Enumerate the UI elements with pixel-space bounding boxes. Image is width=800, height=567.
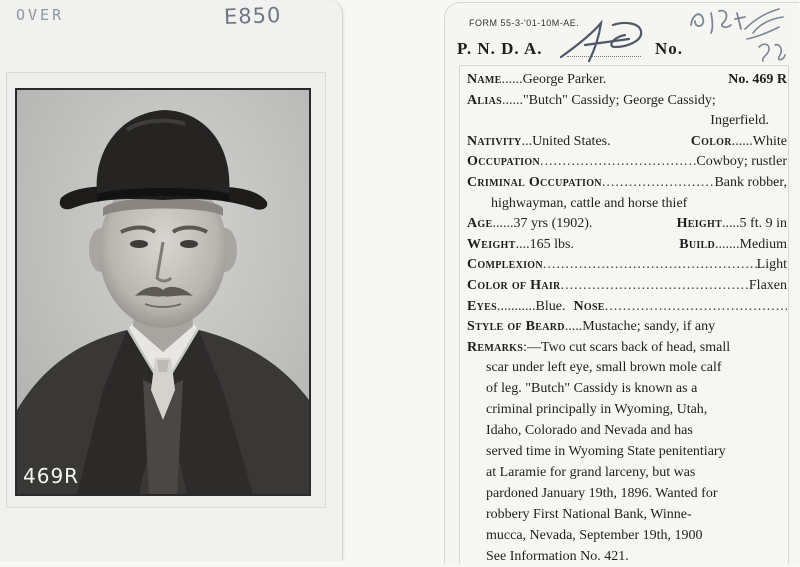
height-label: Height	[676, 216, 723, 232]
number-heading: No.	[655, 39, 684, 58]
portrait-illustration	[17, 90, 309, 494]
record-fields	[467, 69, 787, 567]
remarks-line: mucca, Nevada, September 19th, 1900	[486, 528, 703, 544]
handwritten-corner-notes	[683, 3, 793, 67]
remarks-line: pardoned January 19th, 1896. Wanted for	[486, 486, 718, 502]
remarks-first-line: :—Two cut scars back of head, small	[523, 339, 731, 355]
row-name: Name ...... George Parker. No. 469 R	[467, 69, 787, 90]
row-alias: Alias ...... "Butch" Cassidy; George Cassidy;	[467, 90, 787, 111]
age-value: 37 yrs (1902).	[513, 216, 593, 232]
weight-label: Weight	[467, 236, 516, 252]
color-label: Color	[690, 133, 732, 149]
remarks-label: Remarks	[467, 339, 524, 355]
photo-number-label: 469R	[23, 464, 80, 488]
row-nativity: Nativity ... United States. Color ...... White	[467, 131, 787, 152]
nose-label: Nose	[573, 298, 605, 314]
remarks-line: robbery First National Bank, Winne-	[486, 507, 692, 523]
row-age: Age ...... 37 yrs (1902). Height ..... 5 ft. 9 in	[467, 213, 787, 234]
eyes-label: Eyes	[467, 298, 497, 314]
weight-value: 165 lbs.	[529, 236, 574, 252]
name-label: Name	[467, 72, 502, 87]
remarks-line: See Information No. 421.	[486, 549, 629, 565]
handwritten-signature-mark	[555, 17, 655, 65]
row-complexion	[467, 254, 787, 275]
handwritten-note-over: OVER	[16, 6, 65, 24]
criminal-occupation-continued: highwayman, cattle and horse thief	[491, 195, 688, 211]
beard-label: Style of Beard	[467, 319, 565, 335]
nativity-label: Nativity	[467, 133, 522, 149]
alias-continued: Ingerfield.	[710, 113, 769, 129]
row-remarks	[467, 337, 787, 358]
nativity-value: United States.	[532, 133, 611, 149]
age-label: Age	[467, 216, 493, 232]
hair-color-value: Flaxen	[748, 277, 787, 293]
remarks-line: served time in Wyoming State penitentiary	[486, 444, 726, 460]
criminal-occupation-label: Criminal Occupation	[467, 174, 602, 190]
complexion-value: Light	[756, 257, 787, 273]
handwritten-file-number: E850	[223, 3, 282, 29]
build-value: Medium	[739, 236, 787, 252]
color-value: White	[752, 133, 787, 149]
record-number: No. 469 R	[728, 72, 787, 87]
complexion-label: Complexion	[467, 257, 543, 273]
remarks-line: of leg. "Butch" Cassidy is known as a	[486, 381, 698, 397]
pnda-heading: P. N. D. A.	[457, 39, 543, 58]
alias-label: Alias	[467, 92, 502, 108]
alias-value: "Butch" Cassidy; George Cassidy;	[522, 92, 716, 108]
row-criminal-occupation	[467, 172, 787, 193]
remarks-line: criminal principally in Wyoming, Utah,	[486, 402, 708, 418]
build-label: Build	[679, 236, 716, 252]
row-eyes-nose: Eyes ........... Blue. Nose .....	[467, 296, 787, 317]
row-alias-cont	[467, 110, 787, 131]
beard-value: Mustache; sandy, if any	[582, 319, 716, 335]
remarks-line: Idaho, Colorado and Nevada and has	[486, 423, 693, 439]
height-value: 5 ft. 9 in	[739, 216, 787, 232]
record-card	[444, 2, 799, 563]
row-occupation	[467, 151, 787, 172]
row-weight: Weight .... 165 lbs. Build ....... Medium	[467, 234, 787, 255]
mugshot-card	[0, 0, 343, 560]
criminal-occupation-value: Bank robber,	[714, 174, 787, 190]
mugshot-photo	[15, 88, 311, 496]
occupation-value: Cowboy; rustler	[696, 154, 787, 170]
form-number: FORM 55-3-'01-10M-AE.	[469, 18, 580, 28]
eyes-value: Blue.	[535, 298, 566, 314]
hair-color-label: Color of Hair	[467, 277, 561, 293]
occupation-label: Occupation	[467, 154, 540, 170]
name-value: George Parker.	[522, 72, 607, 87]
remarks-line: at Laramie for grand larceny, but was	[486, 465, 696, 481]
remarks-line: scar under left eye, small brown mole calf	[486, 360, 722, 376]
row-hair-color	[467, 275, 787, 296]
row-beard: Style of Beard ..... Mustache; sandy, if any	[467, 316, 787, 337]
